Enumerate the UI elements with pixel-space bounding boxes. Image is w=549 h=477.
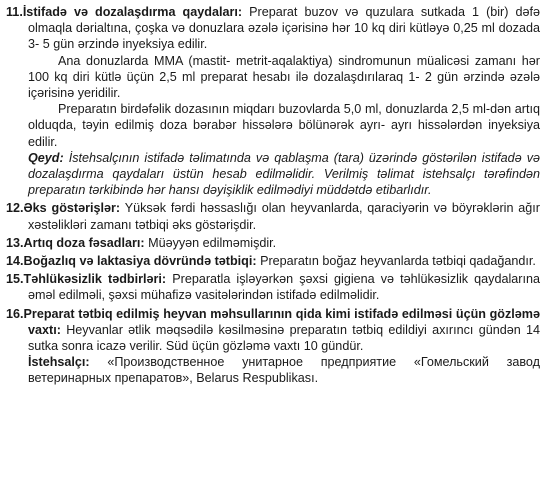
section-14-number: 14. xyxy=(6,254,24,269)
section-16-withdrawal-period xyxy=(6,306,540,355)
section-13-number: 13. xyxy=(6,235,24,250)
section-16-text: Heyvanlar ətlik məqsədilə kəsilməsinə preparatın tətbiq edildiyi axırıncı gündən 14 sutka sonra icazə verilir. Süd üçün gözləmə vaxtı 10 gündür. xyxy=(28,322,540,354)
section-11-number: 11. xyxy=(6,5,23,19)
note-label: Qeyd: xyxy=(28,150,64,165)
section-15-title: Təhlükəsizlik tədbirləri: xyxy=(23,272,167,287)
section-11-title: İstifadə və dozalaşdırma qaydaları: xyxy=(22,5,243,19)
section-15-text: Preparatla işləyərkən şəxsi gigiena və təhlükəsizlik qaydalarına əməl edilməli, şəxsi mühafizə vasitələrindən istifadə edilməlidir. xyxy=(28,272,540,303)
section-11-note xyxy=(6,150,540,199)
section-12-title: Əks göstərişlər: xyxy=(23,201,121,216)
section-14-pregnancy-lactation xyxy=(6,253,540,269)
section-11-paragraph-1: Preparat buzov və quzulara sutkada 1 (bir) dəfə olmaqla dərialtına, çoşka və donuzlara əzələ içərisinə hər 10 kq diri kütləyə 0,25 ml dozada 3- 5 gün ərzində inyeksiya edilir. xyxy=(28,5,541,52)
section-11-paragraph-3: Preparatın birdəfəlik dozasının miqdarı buzovlarda 5,0 ml, donuzlarda 2,5 ml-dən artıq olduqda, təyin edilmiş doza bərabər hissələrə bölünərək ayrı- ayrı hissələrdən inyeksiya edilir. xyxy=(28,102,540,149)
note-text: İstehsalçının istifadə təlimatında və qablaşma (tara) üzərində göstərilən istifadə və dozalaşdırma qaydaları üstün hesab edilməlidir. Verilmiş təlimat istehsalçı tərəfindən preparatın tərkibində hər hansı dəyişiklik edilmədiyi müddətdə etibarlıdır. xyxy=(28,150,540,198)
section-12-contraindications xyxy=(6,200,540,232)
section-12-number: 12. xyxy=(6,201,24,216)
section-13-title: Artıq doza fəsadları: xyxy=(23,235,145,250)
section-13-text: Müəyyən edilməmişdir. xyxy=(148,235,277,250)
section-11-paragraph-2: Ana donuzlarda MMA (mastit- metrit-aqalaktiya) sindromunun müalicəsi zamanı hər 100 kq diri kütlə üçün 2,5 ml preparat hesabı ilə dozalaşdırılaraq 1- 2 gün ərzində əzələ içərisinə yeridilir. xyxy=(28,53,540,101)
section-15-safety-measures xyxy=(6,271,540,303)
section-14-title: Boğazlıq və laktasiya dövründə tətbiqi: xyxy=(23,254,257,269)
section-15-number: 15. xyxy=(6,272,24,287)
section-12-text: Yüksək fərdi həssaslığı olan heyvanlarda, qaraciyərin və böyrəklərin ağır xəstəlikləri zamanı tətbiqi əks göstərişdir. xyxy=(28,201,540,232)
manufacturer-label: İstehsalçı: xyxy=(28,355,90,370)
manufacturer xyxy=(6,354,540,386)
manufacturer-text: «Производственное унитарное предприятие «Гомельский завод ветеринарных препаратов», Belarus Respublikası. xyxy=(28,355,540,386)
section-16-number: 16. xyxy=(6,306,24,321)
section-14-text: Preparatın boğaz heyvanlarda tətbiqi qadağandır. xyxy=(260,254,536,269)
section-16-title: Preparat tətbiq edilmiş heyvan məhsullarının qida kimi istifadə edilməsi üçün gözləmə vaxtı: xyxy=(23,306,540,337)
section-13-overdose xyxy=(6,235,540,251)
section-11-dosage xyxy=(6,4,540,53)
